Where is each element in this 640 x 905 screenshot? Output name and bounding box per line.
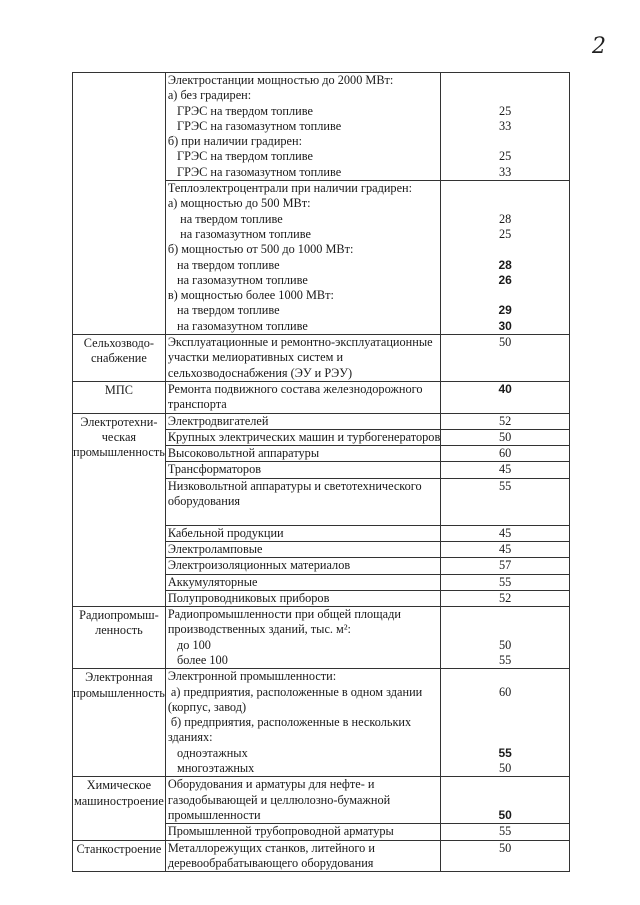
value-cell — [441, 73, 570, 181]
table-row — [73, 607, 570, 669]
description-cell — [165, 335, 440, 382]
value: 55 — [498, 824, 512, 839]
value — [441, 669, 569, 684]
description-line: производственных зданий, тыс. м²: — [167, 622, 351, 637]
value: 25 — [498, 103, 512, 118]
value: 55 — [498, 652, 512, 667]
description-cell — [165, 73, 440, 181]
description-cell — [165, 558, 440, 574]
norms-table — [72, 72, 570, 872]
value-cell — [441, 413, 570, 429]
description-cell — [165, 446, 440, 462]
value — [441, 509, 569, 524]
description-line: на газомазутном топливе — [167, 272, 308, 287]
description-cell — [165, 607, 440, 669]
value-cell — [441, 335, 570, 382]
value: 25 — [498, 149, 512, 164]
value: 55 — [498, 478, 512, 493]
description-line: Полупроводниковых приборов — [167, 590, 330, 605]
description-line: б) предприятия, расположенные в нескольких — [167, 715, 412, 730]
category-line: ленность — [95, 623, 143, 638]
description-cell — [165, 478, 440, 525]
description-line: Электроизоляционных материалов — [167, 558, 351, 573]
value: 50 — [498, 761, 512, 776]
description-line: на твердом топливе — [167, 211, 283, 226]
value: 45 — [498, 525, 512, 540]
value — [441, 622, 569, 637]
value — [441, 288, 569, 303]
description-line: на твердом топливе — [167, 257, 280, 272]
value: 33 — [498, 118, 512, 133]
category-line: Радиопромыш- — [79, 608, 159, 623]
description-line: Электростанции мощностью до 2000 МВт: — [167, 73, 394, 87]
value-cell — [441, 840, 570, 872]
description-line: ГРЭС на твердом топливе — [167, 149, 313, 164]
value: 50 — [498, 840, 512, 855]
value-cell — [441, 525, 570, 541]
category-cell — [73, 607, 166, 669]
category-line: снабжение — [90, 351, 147, 366]
description-cell — [165, 181, 440, 335]
category-line: Электронная — [85, 670, 153, 685]
description-line: до 100 — [167, 637, 211, 652]
value-cell — [441, 607, 570, 669]
description-cell — [165, 462, 440, 478]
value — [441, 715, 569, 730]
description-line: Промышленной трубопроводной арматуры — [167, 824, 394, 839]
category-line: Сельхозводо- — [83, 336, 155, 351]
description-line: Ремонта подвижного состава железнодорожного — [167, 381, 423, 396]
category-line: ческая — [101, 429, 137, 444]
description-line: б) при наличии градирен: — [167, 134, 302, 149]
description-cell — [165, 824, 440, 840]
description-line: Низковольтной аппаратуры и светотехнического — [167, 478, 422, 493]
description-line: на газомазутном топливе — [167, 318, 308, 333]
value: 40 — [498, 381, 512, 396]
value-cell — [441, 446, 570, 462]
description-cell — [165, 413, 440, 429]
value-cell — [441, 574, 570, 590]
category-line: промышленность — [73, 685, 165, 700]
description-cell — [165, 525, 440, 541]
value — [441, 350, 569, 365]
value-cell — [441, 541, 570, 557]
description-line: Оборудования и арматуры для нефте- и — [167, 777, 375, 792]
description-line: а) предприятия, расположенные в одном здании — [167, 684, 423, 699]
value — [441, 607, 569, 622]
description-line: одноэтажных — [167, 745, 248, 760]
description-cell — [165, 541, 440, 557]
value: 52 — [498, 590, 512, 605]
value — [441, 856, 569, 871]
value-cell — [441, 590, 570, 606]
table-row — [73, 73, 570, 181]
value — [441, 242, 569, 257]
description-line: транспорта — [167, 397, 227, 412]
description-line: Теплоэлектроцентрали при наличии градирен: — [167, 181, 413, 196]
table-row — [73, 335, 570, 382]
description-cell — [165, 840, 440, 872]
description-line: оборудования — [167, 494, 241, 509]
value: 57 — [498, 558, 512, 573]
description-cell — [165, 381, 440, 413]
category-line: промышленность — [73, 445, 165, 460]
description-line — [168, 509, 440, 524]
description-line: Электронной промышленности: — [167, 669, 337, 684]
value-cell — [441, 429, 570, 445]
page-number: 2 — [592, 34, 606, 59]
value: 45 — [498, 541, 512, 556]
category-cell — [73, 669, 166, 777]
category-line: Химическое — [86, 778, 152, 793]
description-cell — [165, 429, 440, 445]
value: 50 — [498, 637, 512, 652]
category-line: машиностроение — [74, 793, 164, 808]
value — [441, 700, 569, 715]
value — [441, 793, 569, 808]
value: 55 — [498, 745, 512, 760]
description-line: б) мощностью от 500 до 1000 МВт: — [167, 242, 354, 257]
description-line: Эксплуатационные и ремонтно-эксплуатационные — [167, 335, 433, 350]
value — [441, 730, 569, 745]
category-cell — [73, 777, 166, 840]
value — [441, 494, 569, 509]
value: 29 — [498, 303, 512, 318]
value: 26 — [498, 272, 512, 287]
value-cell — [441, 777, 570, 824]
value — [441, 397, 569, 412]
description-line: ГРЭС на газомазутном топливе — [167, 118, 342, 133]
description-line: Крупных электрических машин и турбогенераторов — [167, 429, 441, 444]
description-line: в) мощностью более 1000 МВт: — [167, 288, 334, 303]
description-line: ГРЭС на твердом топливе — [167, 103, 313, 118]
description-line: Электроламповые — [167, 541, 263, 556]
category-line: Электротехни- — [80, 414, 158, 429]
value: 28 — [498, 211, 512, 226]
value: 28 — [498, 257, 512, 272]
description-line: Кабельной продукции — [167, 525, 284, 540]
value: 25 — [498, 226, 512, 241]
description-line: более 100 — [167, 652, 228, 667]
value — [441, 181, 569, 196]
description-line: Высоковольтной аппаратуры — [167, 446, 320, 461]
description-cell — [165, 574, 440, 590]
description-line: на твердом топливе — [167, 303, 280, 318]
category-cell — [73, 840, 166, 872]
description-line: Трансформаторов — [167, 462, 262, 477]
description-line: Металлорежущих станков, литейного и — [167, 840, 375, 855]
description-line: (корпус, завод) — [167, 699, 247, 714]
table-row — [73, 840, 570, 872]
value-cell — [441, 181, 570, 335]
description-line: на газомазутном топливе — [167, 226, 311, 241]
description-line: Радиопромышленности при общей площади — [167, 607, 401, 622]
description-line: ГРЭС на газомазутном топливе — [167, 164, 342, 179]
value: 50 — [498, 807, 512, 822]
table-row — [73, 381, 570, 413]
description-line: промышленности — [167, 807, 261, 822]
table-row — [73, 413, 570, 429]
value-cell — [441, 558, 570, 574]
description-line: зданиях: — [167, 730, 213, 745]
value: 30 — [498, 318, 512, 333]
category-line: Станкостроение — [76, 841, 162, 856]
description-line: Аккумуляторные — [167, 574, 258, 589]
value — [441, 88, 569, 103]
category-cell — [73, 413, 166, 607]
table-row — [73, 669, 570, 777]
category-line: МПС — [104, 382, 133, 397]
value-cell — [441, 824, 570, 840]
description-cell — [165, 669, 440, 777]
description-cell — [165, 590, 440, 606]
value: 50 — [498, 335, 512, 350]
value: 55 — [498, 574, 512, 589]
table-row — [73, 777, 570, 824]
category-cell — [73, 381, 166, 413]
description-line: участки мелиоративных систем и — [167, 350, 344, 365]
value — [441, 73, 569, 88]
value — [441, 366, 569, 381]
value — [441, 196, 569, 211]
value: 33 — [498, 164, 512, 179]
description-line: а) без градирен: — [167, 88, 252, 103]
value — [441, 134, 569, 149]
value: 60 — [498, 446, 512, 461]
value — [441, 777, 569, 792]
value: 50 — [498, 429, 512, 444]
value: 60 — [498, 684, 512, 699]
description-line: а) мощностью до 500 МВт: — [167, 196, 311, 211]
category-cell — [73, 335, 166, 382]
value-cell — [441, 478, 570, 525]
description-cell — [165, 777, 440, 824]
value-cell — [441, 381, 570, 413]
description-line: деревообрабатывающего оборудования — [167, 855, 374, 870]
description-line: газодобывающей и целлюлозно-бумажной — [167, 792, 391, 807]
value: 52 — [498, 413, 512, 428]
description-line: сельхозводоснабжения (ЭУ и РЭУ) — [167, 365, 353, 380]
description-line: Электродвигателей — [167, 413, 269, 428]
value-cell — [441, 462, 570, 478]
description-line: многоэтажных — [167, 761, 255, 776]
category-cell — [73, 73, 166, 335]
value: 45 — [498, 462, 512, 477]
value-cell — [441, 669, 570, 777]
